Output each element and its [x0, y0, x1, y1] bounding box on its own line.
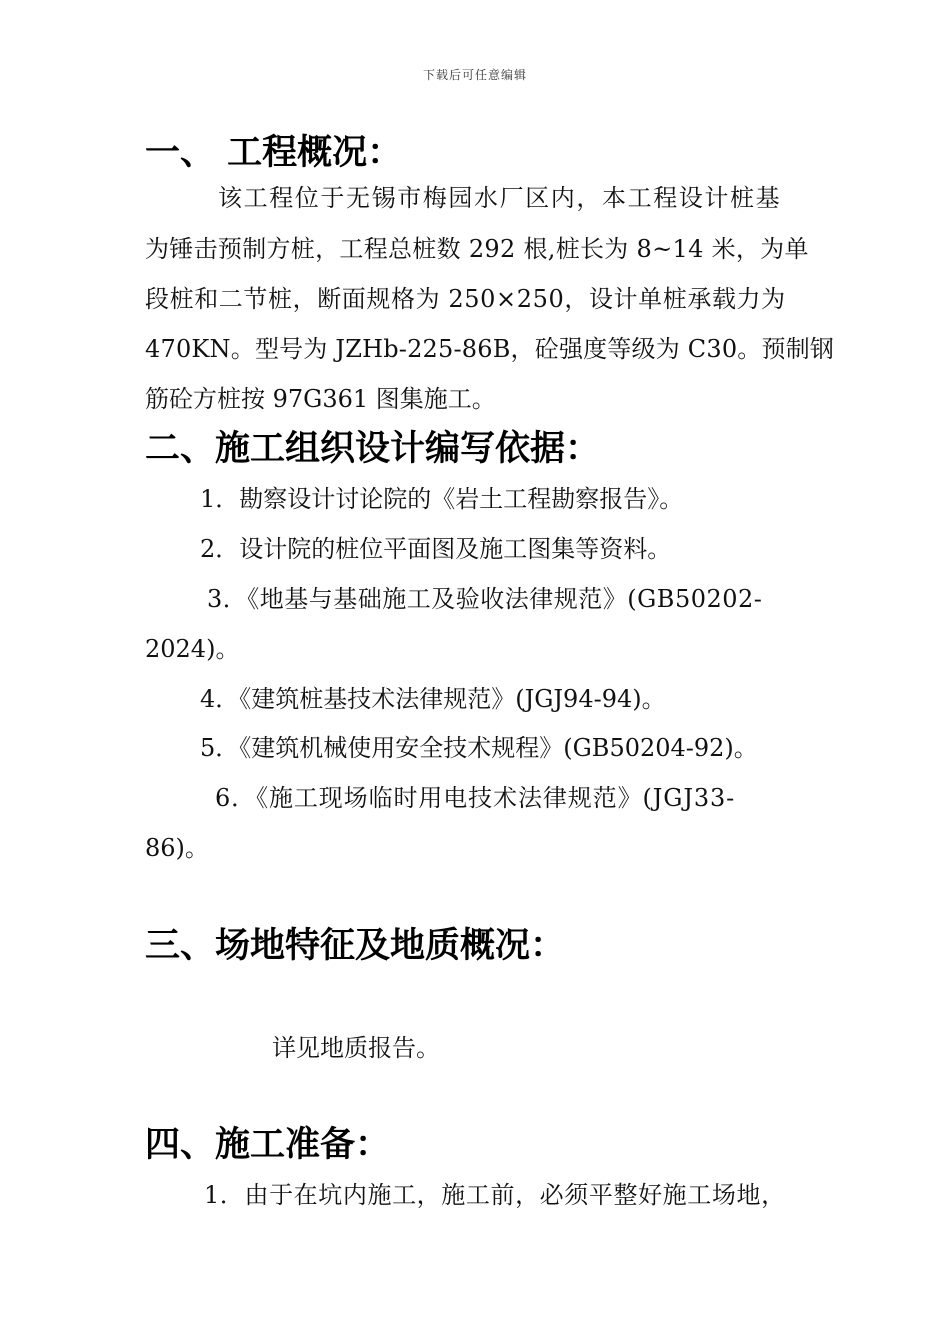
section-2-item-6-cont: 86)。: [145, 834, 209, 862]
section-2-item-2: 2．设计院的桩位平面图及施工图集等资料。: [200, 535, 672, 563]
section-1-line: 470KN。型号为 JZHb-225-86B，砼强度等级为 C30。预制钢: [145, 335, 835, 363]
section-1-line: 该工程位于无锡市梅园水厂区内，本工程设计桩基: [218, 184, 782, 212]
section-4-item-1: 1．由于在坑内施工，施工前，必须平整好施工场地，: [204, 1181, 786, 1209]
section-2-item-1: 1．勘察设计讨论院的《岩土工程勘察报告》。: [200, 485, 684, 513]
section-4-title: 四、施工准备：: [145, 1125, 391, 1165]
section-2-item-3-cont: 2024)。: [145, 635, 240, 663]
section-1-line: 段桩和二节桩，断面规格为 250×250，设计单桩承载力为: [145, 285, 786, 313]
section-3-title: 三、场地特征及地质概况：: [145, 926, 566, 966]
header-note: 下载后可任意编辑: [422, 68, 527, 82]
section-2-item-4: 4．《建筑桩基技术法律规范》(JGJ94-94)。: [200, 685, 666, 713]
section-1-line: 为锤击预制方桩，工程总桩数 292 根,桩长为 8~14 米，为单: [145, 235, 809, 263]
section-1-line: 筋砼方桩按 97G361 图集施工。: [145, 385, 496, 413]
section-1-title: 一、 工程概况：: [145, 133, 403, 173]
section-3-text: 详见地质报告。: [272, 1034, 440, 1062]
section-2-item-5: 5．《建筑机械使用安全技术规程》(GB50204-92)。: [200, 734, 758, 762]
section-2-item-6: 6．《施工现场临时用电技术法律规范》(JGJ33-: [215, 784, 736, 812]
section-2-item-3: 3．《地基与基础施工及验收法律规范》(GB50202-: [207, 585, 763, 613]
section-2-title: 二、施工组织设计编写依据：: [145, 429, 601, 469]
